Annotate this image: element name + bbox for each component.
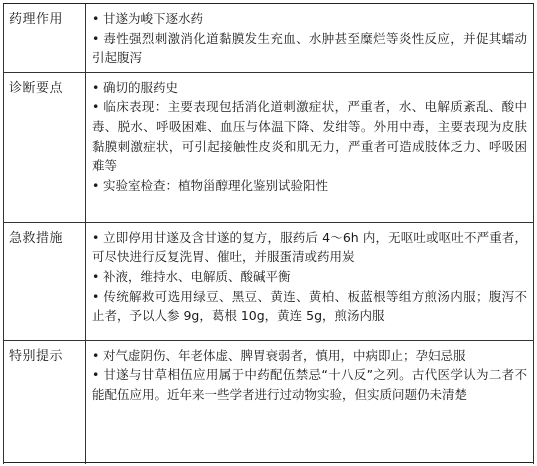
bullet-icon: • bbox=[92, 268, 100, 284]
toxicology-table bbox=[3, 4, 534, 464]
list-item-text: 立即停用甘遂及含甘遂的复方，服药后 4～6h 内，无呕吐或呕吐不严重者，可尽快进行反复洗胃、催吐，并服蛋清或药用炭 bbox=[92, 229, 527, 265]
list-item bbox=[92, 9, 527, 29]
bullet-icon: • bbox=[92, 347, 100, 363]
list-item bbox=[92, 365, 527, 404]
row-content bbox=[86, 340, 534, 464]
list-item-text: 对气虚阴伤、年老体虚、脾胃衰弱者，慎用，中病即止；孕妇忌服 bbox=[103, 347, 466, 363]
bullet-icon: • bbox=[92, 177, 100, 193]
list-item bbox=[92, 78, 527, 98]
table-row-diagnosis bbox=[4, 72, 534, 222]
bullet-icon: • bbox=[92, 99, 100, 115]
bullet-icon: • bbox=[92, 11, 100, 26]
list-item bbox=[92, 267, 527, 287]
row-content bbox=[86, 222, 534, 340]
row-content bbox=[86, 4, 534, 72]
row-label: 特别提示 bbox=[4, 340, 86, 464]
bullet-icon: • bbox=[92, 30, 100, 46]
list-item-text: 确切的服药史 bbox=[103, 79, 179, 95]
row-label: 药理作用 bbox=[4, 4, 86, 72]
list-item-text: 实验室检查：植物甾醇理化鉴别试验阳性 bbox=[103, 177, 329, 193]
table-row-emergency bbox=[4, 222, 534, 340]
list-item-text: 毒性强烈刺激消化道黏膜发生充血、水肿甚至糜烂等炎性反应，并促其蠕动引起腹泻 bbox=[92, 30, 527, 66]
list-item-text: 传统解救可选用绿豆、黑豆、黄连、黄柏、板蓝根等组方煎汤内服；腹泻不止者，予以人参 9g，葛根 10g，黄连 5g，煎汤内服 bbox=[92, 288, 527, 324]
bullet-icon: • bbox=[92, 79, 100, 95]
row-label: 诊断要点 bbox=[4, 72, 86, 222]
list-item bbox=[92, 97, 527, 175]
list-item-text: 甘遂与甘草相伍应用属于中药配伍禁忌“十八反”之列。古代医学认为二者不能配伍应用。近年来一些学者进行过动物实验，但实质问题仍未清楚 bbox=[92, 367, 527, 402]
list-item bbox=[92, 176, 527, 196]
list-item bbox=[92, 29, 527, 68]
list-item-text: 甘遂为峻下逐水药 bbox=[103, 11, 204, 26]
bullet-icon: • bbox=[92, 229, 100, 245]
row-content bbox=[86, 72, 534, 222]
list-item-text: 补液，维持水、电解质、酸碱平衡 bbox=[103, 268, 291, 284]
bullet-icon: • bbox=[92, 288, 100, 304]
table-row-special-notes bbox=[4, 340, 534, 464]
list-item bbox=[92, 346, 527, 366]
table-row-pharmacology bbox=[4, 4, 534, 72]
bullet-icon: • bbox=[92, 367, 100, 383]
row-label: 急救措施 bbox=[4, 222, 86, 340]
list-item bbox=[92, 287, 527, 326]
list-item-text: 临床表现：主要表现包括消化道刺激症状，严重者，水、电解质紊乱、酸中毒、脱水、呼吸困难、血压与体温下降、发绀等。外用中毒，主要表现为皮肤黏膜刺激症状，可引起接触性皮炎和肌无力，严重者可造成肢体乏力、呼吸困难等 bbox=[92, 99, 527, 174]
list-item bbox=[92, 228, 527, 267]
info-sheet bbox=[3, 3, 534, 463]
